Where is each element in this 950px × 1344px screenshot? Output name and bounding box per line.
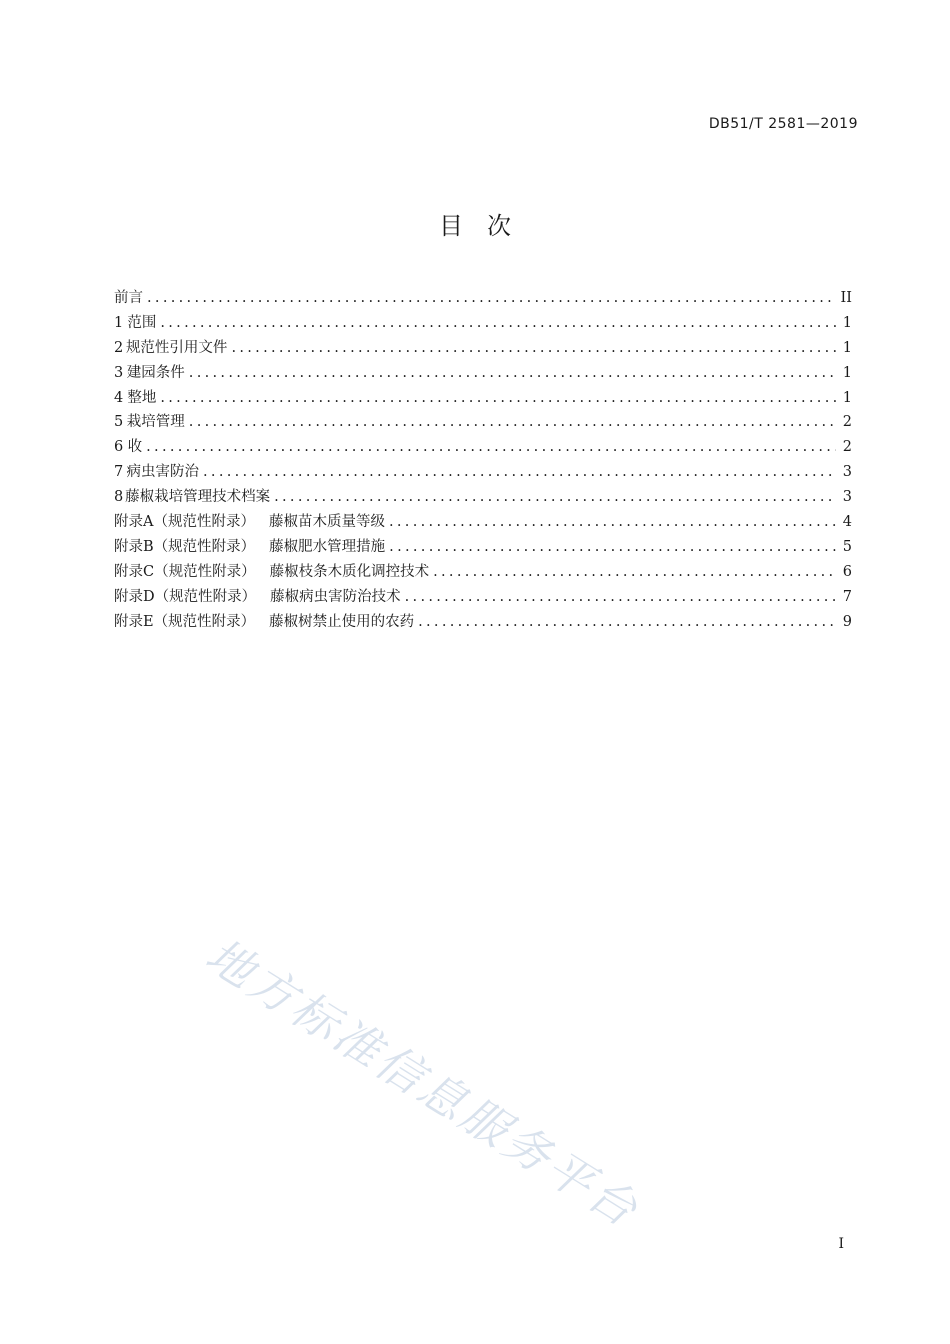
toc-entry-label: 收 — [127, 439, 143, 456]
toc-entry-appendix-a[interactable] — [114, 510, 852, 535]
toc-entry-3[interactable] — [114, 361, 852, 386]
toc-entry-foreword[interactable] — [114, 286, 852, 311]
toc-leader-dots — [160, 311, 836, 336]
toc-entry-page: 7 — [842, 588, 852, 605]
appendix-title: 藤椒肥水管理措施 — [269, 538, 386, 555]
appendix-title: 藤椒病虫害防治技术 — [270, 588, 401, 605]
watermark: 地方标准信息服务平台 — [196, 927, 650, 1239]
toc-entry-appendix-c[interactable] — [114, 560, 852, 585]
toc-leader-dots — [231, 336, 836, 361]
toc-entry-page: 2 — [842, 439, 852, 456]
toc-entry-label: 病虫害防治 — [126, 464, 199, 481]
toc-entry-page: 5 — [842, 538, 852, 555]
appendix-prefix: 附录C（规范性附录） — [114, 563, 256, 580]
toc-entry-page: 9 — [842, 613, 852, 630]
toc-entry-appendix-e[interactable] — [114, 610, 852, 635]
toc-entry-page: 6 — [842, 563, 852, 580]
appendix-prefix: 附录B（规范性附录） — [114, 538, 256, 555]
toc-entry-appendix-b[interactable] — [114, 535, 852, 560]
toc-entry-number: 5 — [114, 414, 124, 431]
appendix-prefix: 附录D（规范性附录） — [114, 588, 257, 605]
toc-entry-7[interactable] — [114, 460, 852, 485]
toc-entry-label: 范围 — [127, 314, 157, 331]
appendix-prefix: 附录E（规范性附录） — [114, 613, 256, 630]
appendix-title: 藤椒树禁止使用的农药 — [269, 613, 415, 630]
toc-title: 目 次 — [439, 212, 511, 240]
toc-entry-page: 4 — [842, 514, 852, 531]
toc-entry-appendix-d[interactable] — [114, 585, 852, 610]
toc-entry-page: 3 — [842, 464, 852, 481]
toc-entry-label: 整地 — [127, 389, 157, 406]
table-of-contents — [114, 286, 852, 634]
toc-leader-dots — [418, 610, 836, 635]
appendix-title: 藤椒苗木质量等级 — [268, 514, 385, 531]
appendix-title: 藤椒枝条木质化调控技术 — [269, 563, 430, 580]
toc-entry-6[interactable] — [114, 435, 852, 460]
toc-entry-number: 4 — [114, 389, 124, 406]
toc-entry-label: 藤椒栽培管理技术档案 — [125, 489, 271, 506]
toc-leader-dots — [189, 361, 836, 386]
toc-entry-number: 8 — [114, 489, 124, 506]
toc-entry-number: 2 — [114, 339, 124, 356]
toc-leader-dots — [189, 410, 836, 435]
toc-entry-page: 1 — [842, 364, 852, 381]
toc-entry-4[interactable] — [114, 386, 852, 411]
toc-leader-dots — [389, 510, 836, 535]
toc-leader-dots — [389, 535, 836, 560]
toc-entry-5[interactable] — [114, 410, 852, 435]
toc-leader-dots — [146, 435, 836, 460]
toc-entry-label: 规范性引用文件 — [125, 339, 228, 356]
toc-entry-page: 3 — [842, 489, 852, 506]
toc-entry-number: 3 — [114, 364, 124, 381]
toc-leader-dots — [405, 585, 836, 610]
toc-entry-page: 2 — [842, 414, 852, 431]
toc-leader-dots — [274, 485, 836, 510]
toc-leader-dots — [433, 560, 836, 585]
toc-leader-dots — [147, 286, 835, 311]
toc-entry-label: 建园条件 — [126, 364, 185, 381]
toc-entry-page: II — [840, 290, 852, 306]
toc-entry-page: 1 — [842, 339, 852, 356]
toc-entry-label: 栽培管理 — [126, 414, 185, 431]
standard-number: DB51/T 2581—2019 — [708, 116, 858, 132]
toc-entry-page: 1 — [842, 389, 852, 406]
toc-entry-number: 6 — [114, 439, 124, 456]
toc-entry-2[interactable] — [114, 336, 852, 361]
page-number: I — [838, 1236, 844, 1252]
toc-entry-label: 前言 — [114, 290, 143, 306]
toc-entry-number: 7 — [114, 464, 124, 481]
toc-leader-dots — [203, 460, 836, 485]
toc-entry-number: 1 — [114, 314, 124, 331]
toc-entry-8[interactable] — [114, 485, 852, 510]
appendix-prefix: 附录A（规范性附录） — [114, 514, 255, 531]
toc-leader-dots — [160, 386, 836, 411]
toc-entry-page: 1 — [842, 314, 852, 331]
toc-entry-1[interactable] — [114, 311, 852, 336]
